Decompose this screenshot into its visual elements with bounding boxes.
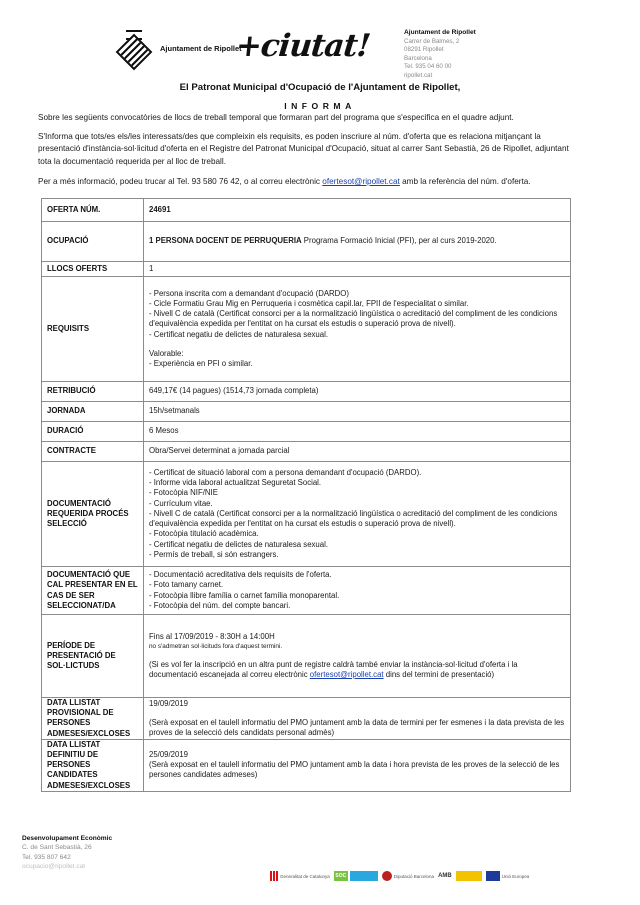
footer-email: ocupacio@ripollet.cat [22, 863, 86, 871]
table-row-oferta [42, 199, 571, 222]
senyera-icon [270, 871, 278, 881]
requisit-item: - Nivell C de català (Certificat consorci per a la normalització lingüística o acreditació del compliment de les condicions d'equivalència expedida per l'entitat on ha cursat els estudis o superació prova de nivell). [149, 309, 558, 329]
label-doc-seleccionat: DOCUMENTACIÓ QUE CAL PRESENTAR EN EL CAS DE SER SELECCIONAT/DA [42, 567, 144, 615]
ciutat-brand-logo: +ciutat! [234, 28, 372, 64]
table-row-ocupacio [42, 222, 571, 262]
value-provisional [144, 698, 571, 740]
footer-dept: Desenvolupament Econòmic [22, 835, 113, 842]
table-row-provisional [42, 698, 571, 740]
shield-icon [116, 34, 153, 71]
provisional-date: 19/09/2019 [149, 698, 189, 708]
label-ocupacio: OCUPACIÓ [42, 222, 144, 262]
label-llocs: LLOCS OFERTS [42, 262, 144, 277]
table-row-definitiu [42, 739, 571, 791]
doc-item: - Fotocòpia NIF/NIE [149, 488, 218, 498]
spain-gov-logo [456, 870, 482, 882]
document-title: El Patronat Municipal d'Ocupació de l'Ajuntament de Ripollet, [179, 82, 461, 93]
definitiu-note: (Serà exposat en el taulell informatiu del PMO juntament amb la data i hora prevista de les proves de la selecció de les persones candidates admeses) [149, 760, 560, 780]
address-title: Ajuntament de Ripollet [404, 29, 476, 36]
value-periode [144, 615, 571, 698]
diputacio-logo: Diputació Barcelona [382, 870, 434, 882]
doc-item: - Permís de treball, si són estrangers. [149, 549, 279, 559]
doc-item: - Informe vida laboral actualitzat Seguretat Social. [149, 478, 322, 488]
informa-heading: INFORMA [284, 101, 356, 111]
requisit-item: - Certificat negatiu de delictes de naturalesa sexual. [149, 329, 328, 339]
ripollet-crest-logo [118, 30, 150, 70]
email-link[interactable]: ofertesot@ripollet.cat [322, 177, 400, 186]
value-jornada: 15h/setmanals [144, 402, 571, 422]
value-retribucio: 649,17€ (14 pagues) (1514,73 jornada completa) [144, 382, 571, 402]
label-definitiu: DATA LLISTAT DEFINITIU DE PERSONES CANDIDATES ADMESES/EXCLOSES [42, 739, 144, 791]
address-line1: Carrer de Balmes, 2 [404, 37, 460, 45]
doc-item: - Certificat de situació laboral com a persona demandant d'ocupació (DARDO). [149, 468, 422, 478]
definitiu-date: 25/09/2019 [149, 750, 189, 760]
table-row-requisits [42, 277, 571, 382]
doc-item: - Certificat negatiu de delictes de naturalesa sexual. [149, 539, 328, 549]
address-line3: Barcelona [404, 54, 432, 62]
label-duracio: DURACIÓ [42, 422, 144, 442]
table-row-contracte [42, 442, 571, 462]
valorable-label: Valorable: [149, 348, 184, 358]
value-ocupacio [144, 222, 571, 262]
value-llocs: 1 [144, 262, 571, 277]
value-definitiu [144, 739, 571, 791]
label-requisits: REQUISITS [42, 277, 144, 382]
soc-banner-icon [350, 871, 378, 881]
periode-email-link[interactable]: ofertesot@ripollet.cat [309, 670, 384, 680]
table-row-duracio [42, 422, 571, 442]
address-line2: 08291 Ripollet [404, 46, 444, 54]
value-doc-requerida [144, 462, 571, 567]
doc-sel-item: - Foto tamany carnet. [149, 580, 224, 590]
label-provisional: DATA LLISTAT PROVISIONAL DE PERSONES ADMESES/EXCLOSES [42, 698, 144, 740]
diputacio-seal-icon [382, 871, 392, 881]
spain-flag-icon [456, 871, 482, 881]
table-row-llocs [42, 262, 571, 277]
intro-paragraph-2: S'Informa que tots/es els/les interessats/des que compleixin els requisits, es poden inscriure al núm. d'oferta que es relaciona mitjançant la presentació d'instància-sol·licitud d'oferta en el Registre del Patronat Municipal d'Ocupació, situat al carrer Sant Sebastià, 26 de Ripollet, adjuntant tota la documentació requerida per al lloc de treball. [38, 132, 569, 166]
requisit-item: - Cicle Formatiu Grau Mig en Perruqueria i cosmètica capil.lar, FPII de l'especialitat o similar. [149, 298, 469, 308]
address-web: ripollet.cat [404, 71, 433, 79]
header-address [404, 29, 476, 81]
footer-phone: Tel. 935 807 642 [22, 853, 71, 861]
table-row-doc-requerida [42, 462, 571, 567]
value-duracio: 6 Mesos [144, 422, 571, 442]
doc-item: - Currículum vitae. [149, 498, 213, 508]
table-row-periode [42, 615, 571, 698]
eu-flag-icon [486, 871, 500, 881]
footer-contact [22, 834, 112, 872]
doc-sel-item: - Fotocòpia del núm. del compte bancari. [149, 600, 291, 610]
label-jornada: JORNADA [42, 402, 144, 422]
footer-street: C. de Sant Sebastià, 26 [22, 844, 92, 852]
sponsor-logos [270, 869, 529, 883]
doc-sel-item: - Fotocòpia llibre família o carnet família monoparental. [149, 590, 340, 600]
value-requisits [144, 277, 571, 382]
periode-extra-end: dins del termini de presentació) [383, 670, 495, 680]
contact-text-end: amb la referència del núm. d'oferta. [399, 177, 531, 186]
offer-table [41, 198, 571, 792]
ocupacio-title: 1 PERSONA DOCENT DE PERRUQUERIA [149, 236, 302, 246]
doc-item: - Nivell C de català (Certificat consorci per a la normalització lingüística o acreditació del compliment de les condicions d'equivalència expedida per l'entitat on ha cursat els estudis o superació prova de nivell). [149, 508, 558, 529]
generalitat-logo: Generalitat de Catalunya [270, 870, 330, 882]
periode-extra-text: (Si es vol fer la inscripció en un altra punt de registre caldrà també enviar la instància-sol·licitud d'oferta i la documentació escanejada al correu electrònic [149, 659, 518, 680]
eu-logo: Unió Europea [486, 870, 530, 882]
label-periode: PERÍODE DE PRESENTACIÓ DE SOL·LICTUDS [42, 615, 144, 698]
address-phone: Tel. 935 04 60 00 [404, 63, 452, 71]
contact-text: Per a més informació, podeu trucar al Tel. 93 580 76 42, o al correu electrònic [38, 177, 323, 186]
label-retribucio: RETRIBUCIÓ [42, 382, 144, 402]
doc-item: - Fotocòpia titulació acadèmica. [149, 529, 259, 539]
intro-paragraph-1: Sobre les següents convocatòries de llocs de treball temporal que formaran part del programa que s'especifica en el quadre adjunt. [38, 113, 514, 122]
soc-logo: SOC [334, 870, 378, 882]
value-doc-seleccionat [144, 567, 571, 615]
value-contracte: Obra/Servei determinat a jornada parcial [144, 442, 571, 462]
periode-deadline: Fins al 17/09/2019 - 8:30H a 14:00H [149, 631, 275, 641]
requisit-item: - Persona inscrita com a demandant d'ocupació (DARDO) [149, 288, 349, 298]
ocupacio-program: Programa Formació Inicial (PFI), per al curs 2019-2020. [301, 236, 497, 246]
org-logo-text: Ajuntament de Ripollet [160, 44, 242, 53]
provisional-note: (Serà exposat en el taulell informatiu del PMO juntament amb la data de termini per fer esmenes i la data prevista de les proves de la selecció dels candidats personal admès) [149, 717, 565, 737]
label-contracte: CONTRACTE [42, 442, 144, 462]
intro-paragraph-3 [38, 176, 572, 188]
table-row-doc-seleccionat [42, 567, 571, 615]
periode-note: no s'admetran sol·licituds fora d'aquest termini. [149, 642, 283, 650]
valorable-item: - Experiència en PFI o similar. [149, 359, 253, 368]
label-oferta-num: OFERTA NÚM. [42, 199, 144, 222]
label-doc-requerida: DOCUMENTACIÓ REQUERIDA PROCÉS SELECCIÓ [42, 462, 144, 567]
amb-logo: AMB [438, 873, 452, 879]
periode-extra [149, 660, 565, 680]
table-row-jornada [42, 402, 571, 422]
doc-sel-item: - Documentació acreditativa dels requisits de l'oferta. [149, 570, 332, 580]
table-row-retribucio [42, 382, 571, 402]
value-oferta-num: 24691 [144, 199, 571, 222]
